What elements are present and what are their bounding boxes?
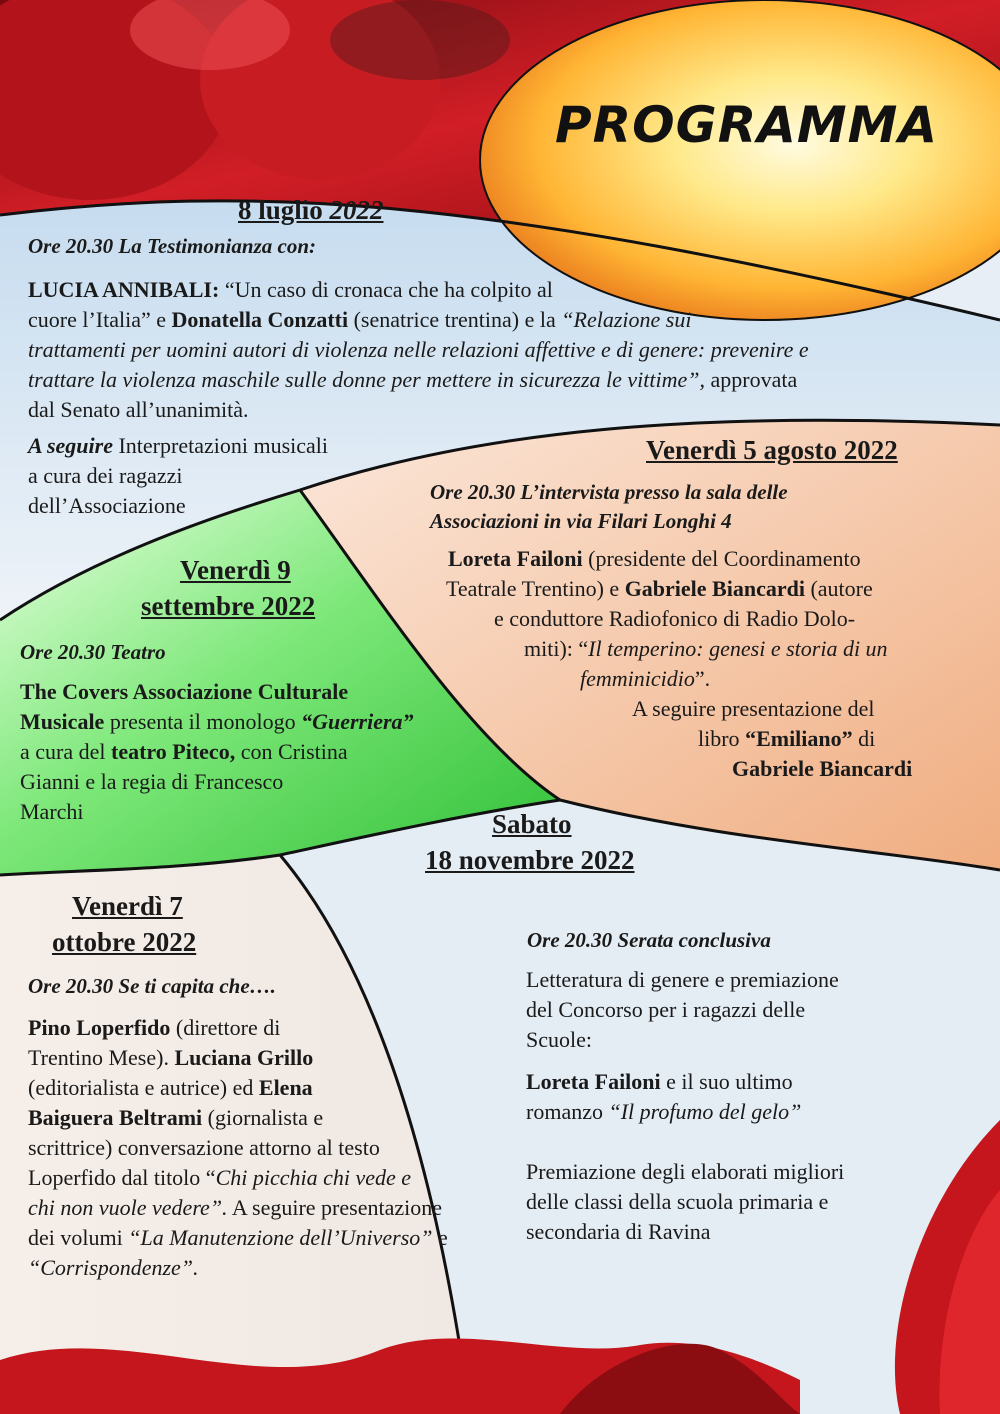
event-description: The Covers Associazione Culturale Musicale presenta il monologo “Guerriera” a cura del teatro Piteco, con Cristina Gianni e la regia di Francesco Marchi (20, 679, 414, 824)
event-description: Letteratura di genere e premiazione del Concorso per i ragazzi delle Scuole: (526, 967, 839, 1052)
event-date-year: ottobre 2022 (52, 927, 197, 957)
event-subtitle: Ore 20.30 La Testimonianza con: (28, 234, 316, 258)
event-date-year: 18 novembre 2022 (425, 845, 635, 875)
event-subtitle: Ore 20.30 L’intervista presso la sala delle Associazioni in via Filari Longhi 4 (430, 480, 788, 533)
event-date: Venerdì 7 (72, 891, 183, 921)
event-9-settembre (20, 552, 540, 827)
event-date-year: settembre 2022 (141, 591, 316, 621)
event-date: Sabato (492, 809, 572, 839)
event-subtitle: Ore 20.30 Se ti capita che…. (28, 974, 276, 998)
event-description: LUCIA ANNIBALI: “Un caso di cronaca che ha colpito al cuore l’Italia” e Donatella Conzatti (senatrice trentina) e la “Relazione sui trattamenti per uomini autori di violenza nelle relazioni affettive e di genere: prevenire e trattare la violenza maschile sulle donne per mettere in sicurezza le vittime”, approvata dal Senato all’unanimità. (28, 277, 809, 422)
page-title: PROGRAMMA (555, 96, 939, 154)
event-description: Loreta Failoni (presidente del Coordinamento Teatrale Trentino) e Gabriele Biancardi (autore e conduttore Radiofonico di Radio Dolo- miti): “Il temperino: genesi e storia di un femminicidio”. A seguire presentazione del libro “Emiliano” di Gabriele Biancardi (446, 546, 913, 781)
event-subtitle: Ore 20.30 Teatro (20, 640, 166, 664)
event-date: Venerdì 5 agosto 2022 (646, 435, 898, 465)
event-awards: Premiazione degli elaborati migliori delle classi della scuola primaria e secondaria di Ravina (526, 1159, 845, 1244)
event-book: Loreta Failoni e il suo ultimo romanzo “Il profumo del gelo” (526, 1069, 802, 1124)
event-date: Venerdì 9 (180, 555, 291, 585)
event-date: 8 luglio 2022 (238, 195, 384, 225)
event-follow-up: A seguire Interpretazioni musicali a cura dei ragazzi dell’Associazione (28, 433, 328, 518)
event-subtitle: Ore 20.30 Serata conclusiva (527, 928, 771, 952)
event-18-novembre (425, 806, 985, 1247)
event-7-ottobre (28, 888, 498, 1283)
event-description: Pino Loperfido (direttore di Trentino Mese). Luciana Grillo (editorialista e autrice) ed Elena Baiguera Beltrami (giornalista e scrittrice) conversazione attorno al testo Loperfido dal titolo “Chi picchia chi vede e chi non vuole vedere”. A seguire presentazione dei volumi “La Manutenzione dell’Universo” e “Corrispondenze”. (28, 1015, 448, 1280)
